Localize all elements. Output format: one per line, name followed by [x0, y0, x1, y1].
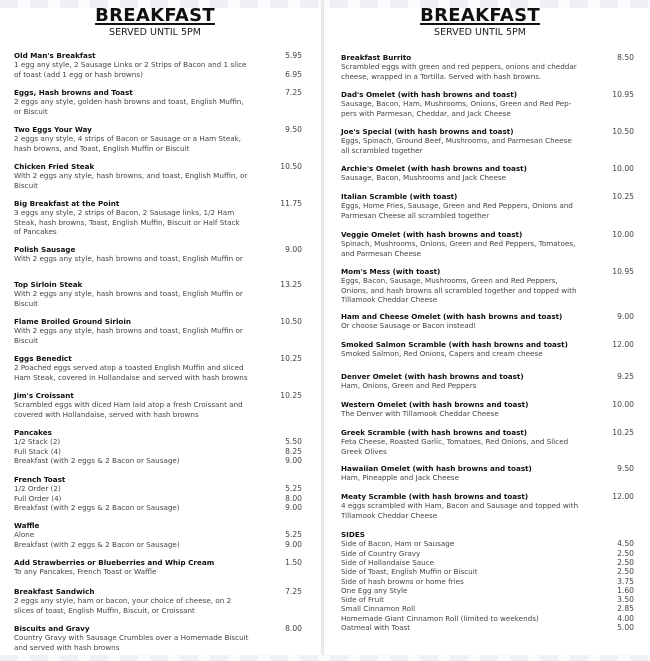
item-description: One Egg any Style	[341, 585, 408, 595]
item-price: 10.25	[612, 428, 634, 437]
item-description: Smoked Salmon, Red Onions, Capers and cream cheese	[341, 349, 543, 359]
item-price: 8.00	[285, 493, 302, 503]
item-name: French Toast	[14, 475, 66, 484]
item-price: 2.85	[617, 604, 634, 614]
item-description: hash browns, and Toast, English Muffin or Biscuit	[14, 143, 190, 153]
item-name: Breakfast Burrito	[341, 53, 412, 62]
item-description: cheese, wrapped in a Tortilla. Served with hash browns.	[341, 71, 542, 81]
item-name: Greek Scramble (with hash browns and toast)	[341, 428, 528, 437]
item-name: Two Eggs Your Way	[14, 125, 92, 134]
item-description: 3 eggs any style, 2 strips of Bacon, 2 Sausage links, 1/2 Ham	[14, 208, 235, 218]
item-description: Or choose Sausage or Bacon instead!	[341, 321, 477, 331]
item-price: 10.95	[612, 267, 634, 276]
item-description: With 2 eggs any style, hash browns and toast, English Muffin or	[14, 326, 243, 336]
item-name: Eggs Benedict	[14, 354, 72, 363]
item-name: Denver Omelet (with hash browns and toast)	[341, 372, 524, 381]
item-description: Side of Fruit	[341, 595, 384, 605]
left-subtitle: SERVED UNTIL 5PM	[109, 27, 201, 38]
item-price: 9.50	[617, 464, 634, 473]
item-description: 1/2 Stack (2)	[14, 437, 61, 447]
item-description: or Biscuit	[14, 106, 48, 116]
right-subtitle: SERVED UNTIL 5PM	[434, 27, 526, 38]
item-price: 2.50	[617, 557, 634, 567]
item-name: Add Strawberries or Blueberries and Whip Cream	[14, 558, 215, 567]
item-description: 2 eggs any style, ham or bacon, your choice of cheese, on 2	[14, 596, 232, 606]
item-description: Biscuit	[14, 180, 38, 190]
item-price: 3.50	[617, 595, 634, 605]
item-description: Ham, Onions, Green and Red Peppers	[341, 381, 477, 391]
item-name: Hawaiian Omelet (with hash browns and toast)	[341, 464, 532, 473]
item-description: Full Order (4)	[14, 493, 62, 503]
column-divider	[321, 0, 324, 661]
item-description: Tillamook Cheddar Cheese	[341, 294, 438, 304]
item-description: Biscuit	[14, 335, 38, 345]
left-title: BREAKFAST	[95, 5, 215, 26]
item-description: Tillamook Cheddar Cheese	[341, 510, 438, 520]
item-description: Breakfast (with 2 eggs & 2 Bacon or Sausage)	[14, 455, 180, 465]
item-description: of toast (add 1 egg or hash browns)	[14, 69, 143, 79]
item-description: and Parmesan Cheese	[341, 248, 422, 258]
item-price: 11.75	[280, 199, 302, 208]
item-description: 4 eggs scrambled with Ham, Bacon and Sausage and topped with	[341, 501, 579, 511]
item-description: With 2 eggs any style, hash browns and toast, English Muffin or	[14, 254, 243, 264]
item-description: Breakfast (with 2 eggs & 2 Bacon or Sausage)	[14, 539, 180, 549]
item-description: of Pancakes	[14, 226, 57, 236]
item-description: Sausage, Bacon, Ham, Mushrooms, Onions, Green and Red Pep-	[341, 99, 572, 109]
item-price: 8.50	[617, 53, 634, 62]
item-name: Biscuits and Gravy	[14, 624, 90, 633]
item-price: 10.25	[280, 391, 302, 400]
item-description: Ham Steak, covered in Hollandaise and served with hash browns	[14, 372, 248, 382]
item-description: Steak, hash browns, Toast, English Muffin, Biscuit or Half Stack	[14, 217, 240, 227]
item-description: With 2 eggs any style, hash browns and toast, English Muffin or	[14, 289, 243, 299]
item-name: Ham and Cheese Omelet (with hash browns and toast)	[341, 312, 563, 321]
item-price: 4.50	[617, 539, 634, 549]
item-price: 5.25	[285, 530, 302, 540]
item-name: Chicken Fried Steak	[14, 162, 95, 171]
item-price: 2.50	[617, 548, 634, 558]
item-name: Big Breakfast at the Point	[14, 199, 120, 208]
item-price: 10.00	[612, 230, 634, 239]
item-name: Top Sirloin Steak	[14, 280, 83, 289]
item-description: covered with Hollandaise, served with hash browns	[14, 409, 199, 419]
item-price: 10.50	[280, 162, 302, 171]
item-name: Joe's Special (with hash browns and toast)	[341, 127, 514, 136]
item-description: Oatmeal with Toast	[341, 623, 411, 632]
item-description: With 2 eggs any style, hash browns, and toast, English Muffin, or	[14, 171, 248, 181]
item-description: Sausage, Bacon, Mushrooms and Jack Cheese	[341, 173, 507, 183]
item-name: Veggie Omelet (with hash browns and toast)	[341, 230, 523, 239]
item-price: 1.60	[617, 585, 634, 595]
item-name: Pancakes	[14, 428, 52, 437]
item-price: 3.75	[617, 576, 634, 586]
item-name: Dad's Omelet (with hash browns and toast)	[341, 90, 518, 99]
item-description: Side of Hollandaise Sauce	[341, 557, 435, 567]
item-price: 9.00	[285, 539, 302, 549]
item-price: 13.25	[280, 280, 302, 289]
item-description: Breakfast (with 2 eggs & 2 Bacon or Sausage)	[14, 502, 180, 512]
item-price: 8.00	[285, 624, 302, 633]
item-price: 5.95	[285, 51, 302, 60]
item-price: 9.25	[617, 372, 634, 381]
item-description: 2 eggs any style, golden hash browns and toast, English Muffin,	[14, 97, 244, 107]
item-name: Western Omelet (with hash browns and toast)	[341, 400, 529, 409]
item-name: Jim's Croissant	[14, 391, 74, 400]
item-description: Side of Toast, English Muffin or Biscuit	[341, 567, 478, 577]
item-description: Country Gravy with Sausage Crumbles over a Homemade Biscuit	[14, 633, 249, 643]
item-description: Side of Bacon, Ham or Sausage	[341, 539, 455, 549]
item-name: Mom's Mess (with toast)	[341, 267, 441, 276]
item-price: 1.50	[285, 558, 302, 567]
item-price: 10.95	[612, 90, 634, 99]
item-price: 10.50	[612, 127, 634, 136]
item-description: Homemade Giant Cinnamon Roll (limited to weekends)	[341, 613, 539, 623]
item-price: 10.00	[612, 164, 634, 173]
item-name: Eggs, Hash browns and Toast	[14, 88, 133, 97]
item-description: Full Stack (4)	[14, 446, 61, 456]
item-description: Greek Olives	[341, 446, 387, 456]
item-description: Ham, Pineapple and Jack Cheese	[341, 473, 460, 483]
item-description: all scrambled together	[341, 145, 423, 155]
item-description: Eggs, Bacon, Sausage, Mushrooms, Green and Red Peppers,	[341, 276, 558, 286]
right-title: BREAKFAST	[420, 5, 540, 26]
item-name: Breakfast Sandwich	[14, 587, 95, 596]
item-description: 1/2 Order (2)	[14, 484, 61, 494]
item-description: Eggs, Home Fries, Sausage, Green and Red Peppers, Onions and	[341, 201, 573, 211]
item-price: 10.50	[280, 317, 302, 326]
item-description: Alone	[14, 530, 35, 540]
item-description: Side of hash browns or home fries	[341, 576, 464, 586]
item-description: Spinach, Mushrooms, Onions, Green and Red Peppers, Tomatoes,	[341, 239, 576, 249]
item-description: and served with hash browns	[14, 642, 120, 652]
item-price: 10.25	[280, 354, 302, 363]
item-description: slices of toast, English Muffin, Biscuit, or Croissant	[14, 605, 195, 615]
item-description: pers with Parmesan, Cheddar, and Jack Cheese	[341, 108, 511, 118]
item-name: Smoked Salmon Scramble (with hash browns and toast)	[341, 340, 568, 349]
item-description: Parmesan Cheese all scrambled together	[341, 210, 490, 220]
item-name: Old Man's Breakfast	[14, 51, 96, 60]
item-description: 1 egg any style, 2 Sausage Links or 2 Strips of Bacon and 1 slice	[14, 60, 247, 70]
item-description: To any Pancakes, French Toast or Waffle	[14, 567, 157, 577]
item-name: Italian Scramble (with toast)	[341, 192, 458, 201]
item-name: Archie's Omelet (with hash browns and toast)	[341, 164, 527, 173]
item-price: 10.25	[612, 192, 634, 201]
item-name: Flame Broiled Ground Sirloin	[14, 317, 131, 326]
item-name: Polish Sausage	[14, 245, 76, 254]
item-price: 6.95	[285, 69, 302, 79]
item-description: Small Cinnamon Roll	[341, 604, 416, 614]
item-description: Side of Country Gravy	[341, 548, 421, 558]
item-description: Scrambled eggs with green and red peppers, onions and cheddar	[341, 62, 577, 72]
item-description: Onions, and hash browns all scrambled together and topped with	[341, 285, 577, 295]
item-price: 5.25	[285, 484, 302, 494]
item-price: 5.50	[285, 437, 302, 447]
item-price: 5.00	[617, 623, 634, 632]
item-price: 7.25	[285, 88, 302, 97]
item-price: 9.00	[285, 455, 302, 465]
item-description: 2 Poached eggs served atop a toasted English Muffin and sliced	[14, 363, 244, 373]
item-price: 7.25	[285, 587, 302, 596]
item-description: Scrambled eggs with diced Ham laid atop a fresh Croissant and	[14, 400, 243, 410]
item-price: 9.00	[617, 312, 634, 321]
item-description: Biscuit	[14, 298, 38, 308]
item-price: 2.50	[617, 567, 634, 577]
bottom-border	[0, 655, 650, 661]
item-price: 9.00	[285, 245, 302, 254]
item-price: 9.50	[285, 125, 302, 134]
item-description: Feta Cheese, Roasted Garlic, Tomatoes, Red Onions, and Sliced	[341, 437, 569, 447]
item-name: Meaty Scramble (with hash browns and toast)	[341, 492, 529, 501]
item-description: Eggs, Spinach, Ground Beef, Mushrooms, and Parmesan Cheese	[341, 136, 572, 146]
item-price: 10.00	[612, 400, 634, 409]
item-description: The Denver with Tillamook Cheddar Cheese	[341, 409, 499, 419]
item-price: 8.25	[285, 446, 302, 456]
item-name: SIDES	[341, 530, 365, 539]
item-description: 2 eggs any style, 4 strips of Bacon or Sausage or a Ham Steak,	[14, 134, 242, 144]
item-price: 4.00	[617, 613, 634, 623]
item-price: 12.00	[612, 492, 634, 501]
item-price: 9.00	[285, 502, 302, 512]
item-price: 12.00	[612, 340, 634, 349]
item-name: Waffle	[14, 521, 40, 530]
